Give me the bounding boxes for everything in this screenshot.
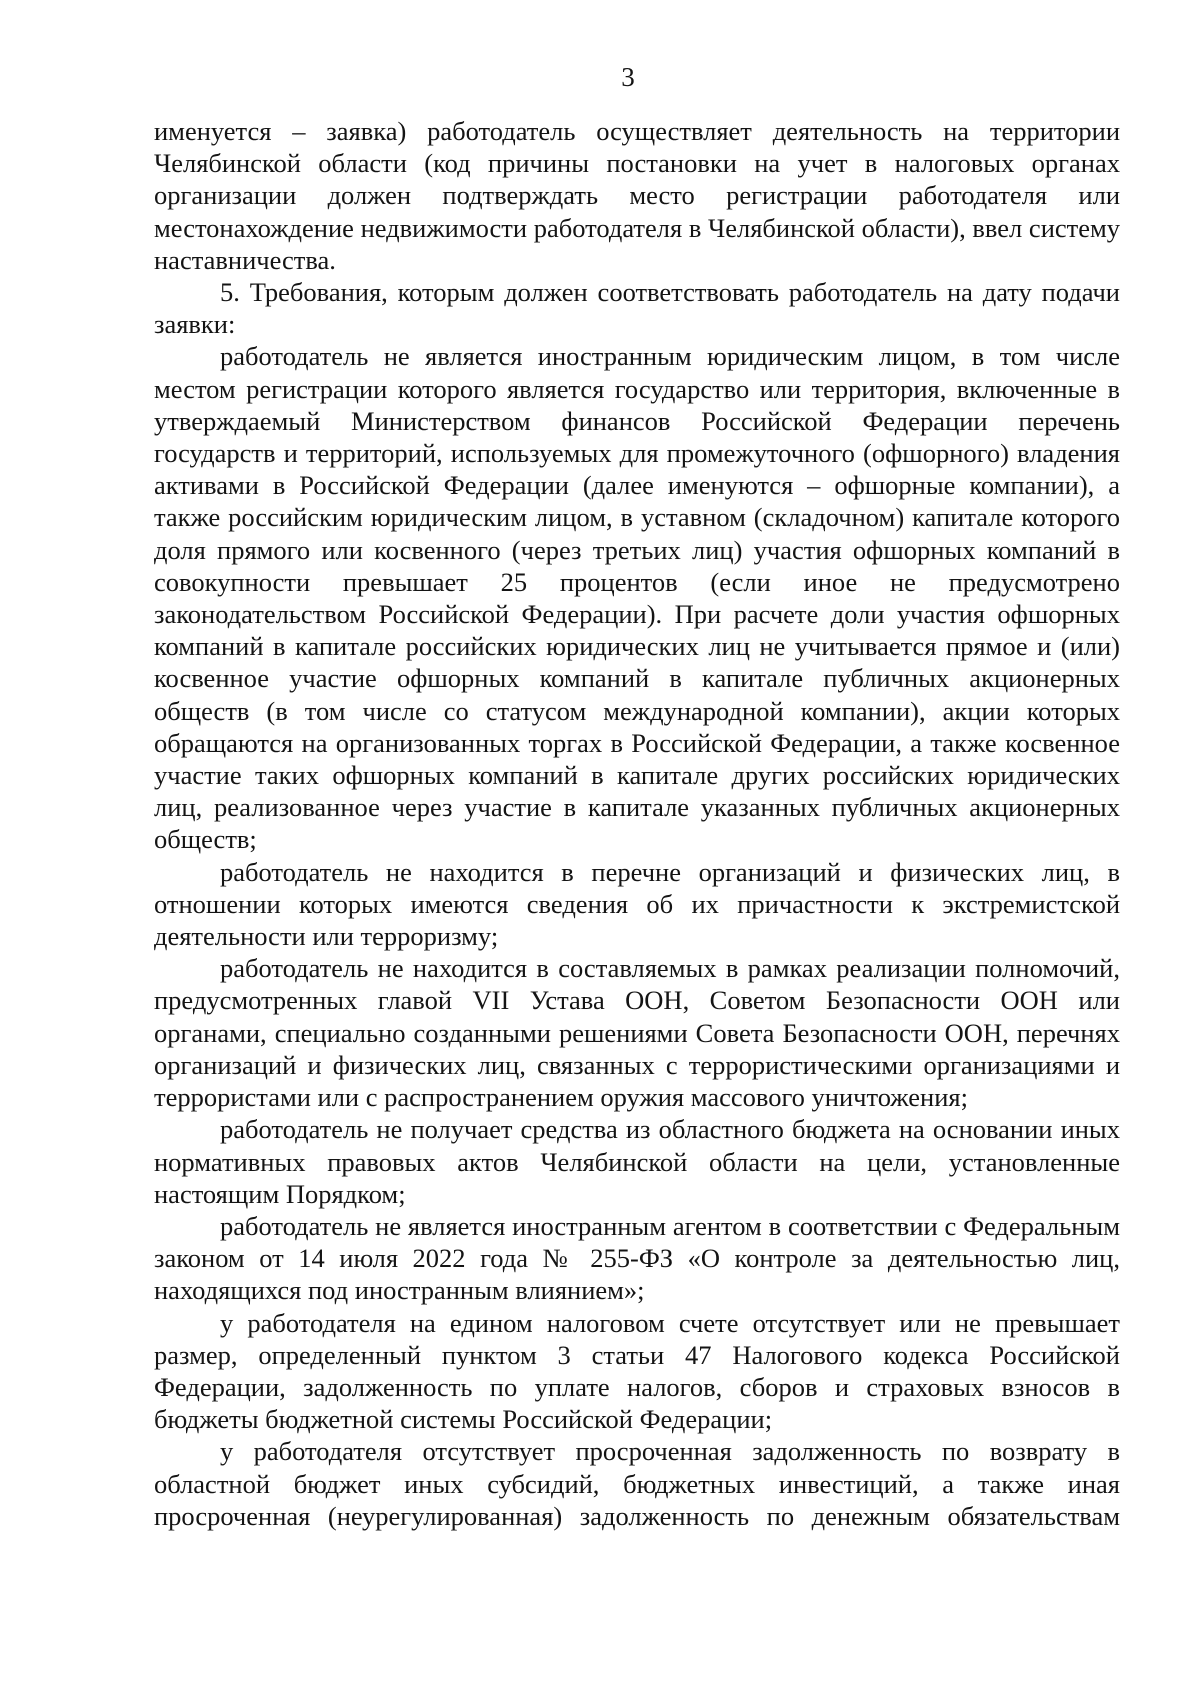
paragraph-un-lists-requirement: работодатель не находится в составляемых в рамках реализации полномочий, предусмотренных главой VII Устава ООН, Советом Безопасности ООН или органами, специально созданными решениями Совета Безопасности ООН, перечнях организаций и физических лиц, связанных с террористическими организациями и террористами или с распространением оружия массового уничтожения; xyxy=(154,953,1120,1113)
paragraph-tax-debt-requirement: у работодателя на едином налоговом счете отсутствует или не превышает размер, определенный пунктом 3 статьи 47 Налогового кодекса Российской Федерации, задолженность по уплате налогов, сборов и страховых взносов в бюджеты бюджетной системы Российской Федерации; xyxy=(154,1307,1120,1435)
paragraph-foreign-agent-requirement: работодатель не является иностранным агентом в соответствии с Федеральным законом от 14 июля 2022 года № 255-ФЗ «О контроле за деятельностью лиц, находящихся под иностранным влиянием»; xyxy=(154,1210,1120,1306)
document-body xyxy=(154,115,1120,1532)
paragraph-budget-funds-requirement: работодатель не получает средства из областного бюджета на основании иных нормативных правовых актов Челябинской области на цели, установленные настоящим Порядком; xyxy=(154,1114,1120,1209)
paragraph-offshore-requirement: работодатель не является иностранным юридическим лицом, в том числе местом регистрации которого является государство или территория, включенные в утверждаемый Министерством финансов Российской Федерации перечень государств и территорий, используемых для промежуточного (офшорного) владения активами в Российской Федерации (далее именуются – офшорные компании), а также российским юридическим лицом, в уставном (складочном) капитале которого доля прямого или косвенного (через третьих лиц) участия офшорных компаний в совокупности превышает 25 процентов (если иное не предусмотрено законодательством Российской Федерации). При расчете доли участия офшорных компаний в капитале российских юридических лиц не учитывается прямое и (или) косвенное участие офшорных компаний в капитале публичных акционерных обществ (в том числе со статусом международной компании), акции которых обращаются на организованных торгах в Российской Федерации, а также косвенное участие таких офшорных компаний в капитале других российских юридических лиц, реализованное через участие в капитале указанных публичных акционерных обществ; xyxy=(154,341,1120,855)
page-number: 3 xyxy=(621,62,635,92)
paragraph-extremism-requirement: работодатель не находится в перечне организаций и физических лиц, в отношении которых имеются сведения об их причастности к экстремистской деятельности или терроризму; xyxy=(154,856,1120,952)
paragraph-requirements-intro: 5. Требования, которым должен соответствовать работодатель на дату подачи заявки: xyxy=(154,277,1120,340)
paragraph-overdue-debt-requirement: у работодателя отсутствует просроченная задолженность по возврату в областной бюджет иных субсидий, бюджетных инвестиций, а также иная просроченная (неурегулированная) задолженность по денежным обязательствам xyxy=(154,1436,1120,1531)
paragraph-continuation: именуется – заявка) работодатель осуществляет деятельность на территории Челябинской области (код причины постановки на учет в налоговых органах организации должен подтверждать место регистрации работодателя или местонахождение недвижимости работодателя в Челябинской области), ввел систему наставничества. xyxy=(154,116,1120,275)
